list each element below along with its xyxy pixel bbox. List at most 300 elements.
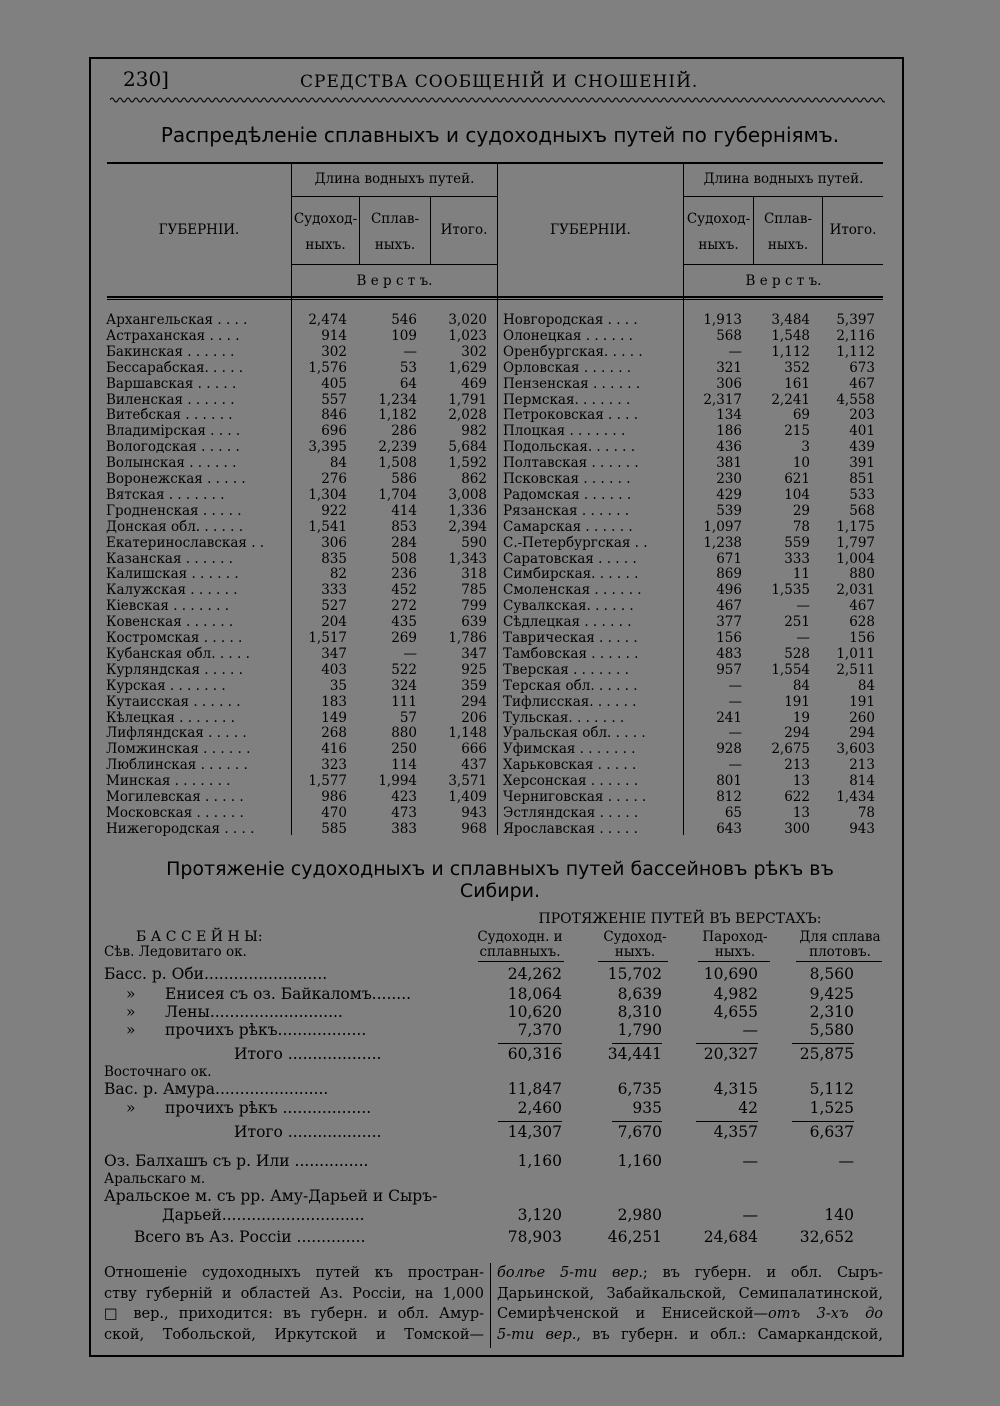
nav-value: —	[728, 343, 742, 360]
gov-name-right: Плоцкая . . . . . . .	[503, 423, 626, 440]
basin-value: 46,251	[607, 1228, 662, 1246]
gov-name-right: Харьковская . . . . .	[503, 757, 637, 774]
table1-title: Распредѣленіе сплавныхъ и судоходныхъ путей по губерніямъ.	[160, 123, 840, 147]
italic-run: отъ 3-хъ до	[768, 1306, 884, 1322]
raft-value: 294	[784, 725, 810, 742]
rule	[792, 1121, 854, 1122]
gov-name-left: Архангельская . . . .	[106, 312, 248, 328]
total-value: 1,175	[836, 518, 875, 535]
nav-value: 429	[716, 486, 742, 503]
total-value: 590	[461, 534, 487, 551]
raft-value: 1,704	[378, 486, 417, 503]
gov-name-right: Таврическая . . . . .	[503, 630, 638, 646]
nav-value: 204	[321, 614, 347, 631]
basin-value: 60,316	[507, 1045, 562, 1063]
gov-name-right: Тамбовская . . . . . .	[503, 645, 639, 662]
total-value: 862	[461, 471, 487, 487]
wavy-divider	[110, 96, 885, 104]
gov-name-left: Костромская . . . . .	[106, 630, 243, 646]
raft-value: 19	[792, 709, 810, 726]
basin-value: 32,652	[799, 1228, 854, 1246]
nav-value: 1,577	[308, 773, 347, 790]
nav-value: 186	[716, 423, 742, 440]
basin-value: —	[742, 1152, 758, 1170]
basin-row-label: Всего въ Аз. Россіи ..............	[134, 1228, 366, 1246]
basin-value: 11,847	[507, 1080, 562, 1098]
basin-value: 1,790	[617, 1021, 662, 1039]
nav-value: 1,097	[703, 518, 742, 535]
basin-value: 78,903	[507, 1228, 562, 1246]
gov-name-right: Сѣдлецкая . . . . . .	[503, 614, 632, 631]
raft-value: 1,112	[771, 343, 810, 360]
nav-value: 2,317	[703, 391, 742, 408]
raft-value: 473	[391, 804, 417, 821]
gov-name-right: Сувалкская. . . . . .	[503, 598, 634, 615]
nav-value: 812	[716, 789, 742, 805]
basin-value: 4,315	[713, 1080, 758, 1098]
col-header-group-right: Длина водныхъ путей.	[703, 171, 864, 187]
gov-name-left: Кубанская обл. . . . .	[106, 645, 250, 662]
basin-value: 10,620	[507, 1003, 562, 1021]
basin-value: 7,670	[617, 1123, 662, 1141]
nav-value: 268	[321, 725, 347, 742]
total-value: 673	[849, 359, 875, 376]
table1-top-rule	[107, 162, 883, 164]
total-value: 3,571	[448, 773, 487, 790]
basin-section-label: Сѣв. Ледовитаго ок.	[104, 944, 247, 960]
total-value: 347	[461, 645, 487, 662]
raft-value: 880	[391, 725, 417, 742]
table2-title	[100, 858, 900, 902]
nav-value: 914	[321, 327, 347, 344]
text-run: , въ губерн. и обл.: Самаркандской,	[576, 1326, 883, 1343]
nav-value: 333	[321, 582, 347, 599]
raft-value: 111	[391, 693, 417, 710]
rule	[107, 299, 883, 300]
total-value: 1,112	[836, 343, 875, 360]
col-header-raft-left: Сплав- ныхъ.	[370, 211, 420, 253]
raft-value: 452	[391, 582, 417, 599]
raft-value: 251	[784, 614, 810, 631]
gov-name-left: Виленская . . . . . .	[106, 391, 235, 408]
gov-name-right: Тульская. . . . . . .	[503, 709, 625, 726]
basin-value: 140	[824, 1206, 854, 1224]
table2-col-basin: Б А С С Е Й Н Ы:	[136, 929, 263, 945]
gov-name-right: Пермская. . . . . . .	[503, 391, 631, 408]
nav-value: 35	[329, 677, 347, 694]
nav-value: 2,474	[308, 312, 347, 328]
gov-name-left: Ломжинская . . . . . .	[106, 741, 251, 758]
raft-value: 1,508	[378, 455, 417, 472]
column-divider	[490, 1263, 491, 1348]
nav-value: 1,238	[703, 534, 742, 551]
running-title: СРЕДСТВА СООБЩЕНІЙ И СНОШЕНІЙ.	[300, 72, 699, 92]
nav-value: 156	[716, 630, 742, 646]
total-value: 1,791	[448, 391, 487, 408]
paragraph-left	[104, 1263, 484, 1345]
basin-value: 1,160	[517, 1152, 562, 1170]
total-value: 3,008	[448, 486, 487, 503]
nav-value: —	[728, 757, 742, 774]
unit-label-left: В е р с т ъ.	[356, 273, 433, 289]
basin-value: 9,425	[809, 985, 854, 1003]
basin-value: 2,980	[617, 1206, 662, 1224]
nav-value: —	[728, 693, 742, 710]
para-left-line1: Отношеніе судоходныхъ путей къ простран-	[104, 1265, 484, 1281]
nav-value: 3,395	[308, 439, 347, 456]
gov-name-right: Ярославская . . . . .	[503, 820, 638, 837]
nav-value: 1,304	[308, 486, 347, 503]
raft-value: 1,554	[771, 661, 810, 678]
gov-name-left: Витебская . . . . . .	[106, 407, 233, 424]
total-value: 2,031	[836, 582, 875, 599]
raft-value: 586	[391, 471, 417, 487]
bottom-rule	[89, 1355, 904, 1357]
basin-value: 15,702	[607, 965, 662, 983]
total-value: 2,511	[836, 661, 875, 678]
total-value: 156	[849, 630, 875, 646]
raft-value: 2,241	[771, 391, 810, 408]
total-value: 639	[461, 614, 487, 631]
total-value: 533	[849, 486, 875, 503]
gov-name-left: Астраханская . . . .	[106, 327, 240, 344]
total-value: 2,028	[448, 407, 487, 424]
raft-value: 383	[391, 820, 417, 837]
nav-value: —	[728, 677, 742, 694]
table1-header-bottom-rule	[107, 296, 883, 298]
raft-value: 528	[784, 645, 810, 662]
nav-value: 671	[716, 550, 742, 567]
total-value: 391	[849, 455, 875, 472]
total-value: 213	[849, 757, 875, 774]
raft-value: 114	[391, 757, 417, 774]
nav-value: 585	[321, 820, 347, 837]
para-right-line1	[497, 1263, 883, 1284]
nav-value: 846	[321, 407, 347, 424]
nav-value: 84	[329, 455, 347, 472]
total-value: 1,343	[448, 550, 487, 567]
raft-value: 559	[784, 534, 810, 551]
col-header-total-left: Итого.	[440, 222, 488, 238]
raft-value: —	[403, 343, 417, 360]
nav-value: 306	[321, 534, 347, 551]
basin-value: 8,310	[617, 1003, 662, 1021]
nav-value: 1,517	[308, 630, 347, 646]
raft-value: 13	[792, 773, 810, 790]
basin-row-label: » Енисея съ оз. Байкаломъ........	[126, 985, 412, 1003]
nav-value: 835	[321, 550, 347, 567]
col-header-group-left: Длина водныхъ путей.	[314, 171, 475, 187]
total-value: 294	[849, 725, 875, 742]
raft-value: 1,548	[771, 327, 810, 344]
nav-value: 405	[321, 375, 347, 392]
basin-section-label: Аральскаго м.	[104, 1171, 206, 1187]
table2-title-line1: Протяженіе судоходныхъ и сплавныхъ путей бассейновъ рѣкъ въ	[166, 858, 834, 880]
basin-value: 5,580	[809, 1021, 854, 1039]
para-right-line3	[497, 1304, 883, 1325]
gov-name-left: Екатеринославская . .	[106, 534, 265, 551]
raft-value: 1,994	[378, 773, 417, 790]
basin-value: 14,307	[507, 1123, 562, 1141]
total-value: 799	[461, 598, 487, 615]
raft-value: 104	[784, 486, 810, 503]
total-value: 206	[461, 709, 487, 726]
rule	[696, 1043, 758, 1044]
gov-name-left: Гродненская . . . . .	[106, 502, 242, 519]
rule	[292, 196, 497, 197]
raft-value: 13	[792, 804, 810, 821]
basin-row-label: Басс. р. Оби.........................	[104, 965, 328, 983]
raft-value: 284	[391, 534, 417, 551]
table2-title-line2: Сибири.	[459, 880, 541, 902]
total-value: 2,394	[448, 518, 487, 535]
raft-value: 236	[391, 566, 417, 583]
basin-row-label: Оз. Балхашъ съ р. Или ...............	[104, 1152, 369, 1170]
gov-name-left: Владимірская . . . .	[106, 423, 241, 440]
table2-col-steam: Пароход- ныхъ.	[702, 929, 768, 960]
basin-value: 2,460	[517, 1099, 562, 1117]
basin-value: 34,441	[607, 1045, 662, 1063]
total-value: 1,592	[448, 455, 487, 472]
total-value: 4,558	[836, 391, 875, 408]
raft-value: 1,234	[378, 391, 417, 408]
total-value: 785	[461, 582, 487, 599]
total-value: 943	[849, 820, 875, 837]
gov-name-right: Уральская обл. . . . .	[503, 725, 646, 742]
col-header-gov-right: ГУБЕРНІИ.	[550, 222, 631, 238]
table2-col-total: Судоходн. и сплавныхъ.	[477, 929, 563, 960]
total-value: 469	[461, 375, 487, 392]
nav-value: 801	[716, 773, 742, 790]
para-left-line2: ству губерній и областей Аз. Россіи, на 1,000	[104, 1285, 484, 1302]
basin-value: 25,875	[799, 1045, 854, 1063]
rule	[292, 264, 497, 265]
nav-value: 928	[716, 741, 742, 758]
gov-name-left: Казанская . . . . . .	[106, 550, 233, 567]
basin-value: 4,655	[713, 1003, 758, 1021]
table2-group-header: ПРОТЯЖЕНІЕ ПУТЕЙ ВЪ ВЕРСТАХЪ:	[538, 911, 822, 927]
total-value: 982	[461, 423, 487, 440]
total-value: 3,603	[836, 741, 875, 758]
total-value: 401	[849, 423, 875, 440]
basin-value: 4,357	[713, 1123, 758, 1141]
raft-value: 69	[792, 407, 810, 424]
raft-value: 161	[784, 375, 810, 392]
rule	[696, 1121, 758, 1122]
rule	[498, 1043, 562, 1044]
raft-value: —	[796, 598, 810, 615]
gov-name-right: Эстляндская . . . . .	[503, 804, 639, 821]
raft-value: 3	[801, 439, 810, 456]
nav-value: 323	[321, 757, 347, 774]
page-number: 230]	[123, 67, 169, 91]
raft-value: 1,182	[378, 407, 417, 424]
basin-value: —	[742, 1206, 758, 1224]
nav-value: 347	[321, 645, 347, 662]
para-left-line4: ской, Тобольской, Иркутской и Томской—	[104, 1326, 484, 1343]
gov-name-right: Симбирская. . . . . .	[503, 566, 639, 583]
raft-value: 10	[792, 455, 810, 472]
basin-row-label: » прочихъ рѣкъ ..................	[126, 1099, 372, 1117]
raft-value: 546	[391, 312, 417, 328]
total-value: 1,786	[448, 630, 487, 646]
nav-value: 1,913	[703, 312, 742, 328]
total-value: 294	[461, 693, 487, 710]
raft-value: 57	[399, 709, 417, 726]
nav-value: 381	[716, 455, 742, 472]
gov-name-right: Тифлисская. . . . . .	[503, 693, 637, 710]
gov-name-left: Вятская . . . . . . .	[106, 486, 225, 503]
total-value: 1,409	[448, 789, 487, 805]
gov-name-left: Калишская . . . . . .	[106, 566, 239, 583]
total-value: 78	[857, 804, 875, 821]
raft-value: 333	[784, 550, 810, 567]
rule	[684, 196, 883, 197]
gov-name-left: Варшавская . . . . .	[106, 375, 237, 392]
total-value: 1,336	[448, 502, 487, 519]
total-value: 880	[849, 566, 875, 583]
nav-value: 539	[716, 502, 742, 519]
raft-value: 213	[784, 757, 810, 774]
nav-value: 302	[321, 343, 347, 360]
total-value: 467	[849, 375, 875, 392]
gov-name-right: Саратовская . . . . .	[503, 550, 637, 567]
total-value: 666	[461, 741, 487, 758]
nav-value: 82	[329, 566, 347, 583]
nav-value: 483	[716, 645, 742, 662]
nav-value: 241	[716, 709, 742, 726]
raft-value: 300	[784, 820, 810, 837]
nav-value: 65	[724, 804, 742, 821]
total-value: 439	[849, 439, 875, 456]
basin-value: 3,120	[517, 1206, 562, 1224]
gov-name-right: Радомская . . . . . .	[503, 486, 632, 503]
gov-name-left: Могилевская . . . . .	[106, 789, 244, 805]
raft-value: —	[796, 630, 810, 646]
col-header-total-right: Итого.	[829, 222, 877, 238]
basin-value: —	[742, 1021, 758, 1039]
basin-value: 6,637	[809, 1123, 854, 1141]
total-value: 5,397	[836, 312, 875, 328]
basin-value: 2,310	[809, 1003, 854, 1021]
gov-name-right: Новгородская . . . .	[503, 312, 638, 328]
para-left-line3: □ вер., приходится: въ губерн. и обл. Амур-	[104, 1306, 484, 1322]
gov-name-left: Нижегородская . . . .	[106, 820, 255, 837]
gov-name-right: Смоленская . . . . . .	[503, 582, 642, 599]
para-right-line4	[497, 1325, 883, 1346]
col-header-nav-left: Судоход- ныхъ.	[293, 211, 358, 253]
rule	[792, 1043, 854, 1044]
raft-value: 191	[784, 693, 810, 710]
gov-name-right: Псковская . . . . . .	[503, 471, 631, 487]
nav-value: 922	[321, 502, 347, 519]
rule	[796, 961, 882, 962]
rule	[598, 961, 668, 962]
gov-name-left: Кіевская . . . . . . .	[106, 598, 229, 615]
basin-value: 1,525	[809, 1099, 854, 1117]
gov-name-left: Ковенская . . . . . .	[106, 614, 234, 631]
nav-value: —	[728, 725, 742, 742]
gov-name-left: Люблинская . . . . . .	[106, 757, 248, 774]
total-value: 1,011	[836, 645, 875, 662]
basin-value: 10,690	[703, 965, 758, 983]
gov-name-left: Московская . . . . . .	[106, 804, 244, 821]
gov-name-right: Терская обл. . . . . .	[503, 677, 638, 694]
total-value: 1,148	[448, 725, 487, 742]
total-value: 814	[849, 773, 875, 790]
total-value: 318	[461, 566, 487, 583]
basin-row-label: Вас. р. Амура.......................	[104, 1080, 329, 1098]
basin-row-label: Итого ...................	[234, 1045, 382, 1063]
nav-value: 696	[321, 423, 347, 440]
rule	[684, 264, 883, 265]
basin-row-label: » Лены...........................	[126, 1003, 343, 1021]
total-value: 925	[461, 661, 487, 678]
nav-value: 149	[321, 709, 347, 726]
gov-name-right: Орловская . . . . . .	[503, 359, 632, 376]
nav-value: 643	[716, 820, 742, 837]
gov-name-right: Херсонская . . . . . .	[503, 773, 638, 790]
gov-name-left: Курская . . . . . . .	[106, 677, 226, 694]
unit-label-right: В е р с т ъ.	[745, 273, 822, 289]
basin-row-label: Дарьей.............................	[162, 1206, 365, 1224]
raft-value: —	[403, 645, 417, 662]
raft-value: 109	[391, 327, 417, 344]
col-header-raft-right: Сплав- ныхъ.	[763, 211, 813, 253]
total-value: 467	[849, 598, 875, 615]
nav-value: 416	[321, 741, 347, 758]
gov-name-right: Уфимская . . . . . . .	[503, 741, 636, 758]
gov-name-left: Кутаисская . . . . . .	[106, 693, 241, 710]
total-value: 851	[849, 471, 875, 487]
table2-col-raft: Для сплава плотовъ.	[799, 929, 881, 960]
italic-run: болѣе 5-ти вер.	[497, 1265, 643, 1281]
gov-name-left: Калужская . . . . . .	[106, 582, 238, 599]
gov-name-right: Рязанская . . . . . .	[503, 502, 630, 519]
nav-value: 470	[321, 804, 347, 821]
gov-name-left: Минская . . . . . . .	[106, 773, 231, 790]
basin-value: 42	[738, 1099, 758, 1117]
nav-value: 377	[716, 614, 742, 631]
italic-run: 5-ти вер.	[497, 1326, 577, 1343]
gov-name-right: Самарская . . . . . .	[503, 518, 633, 535]
basin-row-label: » прочихъ рѣкъ..................	[126, 1021, 367, 1039]
nav-value: 1,541	[308, 518, 347, 535]
gov-name-right: Олонецкая . . . . . .	[503, 327, 633, 344]
raft-value: 286	[391, 423, 417, 440]
gov-name-right: Полтавская . . . . . .	[503, 455, 639, 472]
raft-value: 250	[391, 741, 417, 758]
gov-name-right: С.-Петербургская . .	[503, 534, 648, 551]
raft-value: 29	[792, 502, 810, 519]
basin-value: 7,370	[517, 1021, 562, 1039]
basin-value: 6,735	[617, 1080, 662, 1098]
raft-value: 78	[792, 518, 810, 535]
total-value: 191	[849, 693, 875, 710]
total-value: 1,023	[448, 327, 487, 344]
total-value: 260	[849, 709, 875, 726]
nav-value: 467	[716, 598, 742, 615]
gov-name-right: Тверская . . . . . . .	[503, 661, 629, 678]
raft-value: 352	[784, 359, 810, 376]
gov-name-right: Черниговская . . . . .	[503, 789, 647, 805]
raft-value: 2,239	[378, 439, 417, 456]
total-value: 568	[849, 502, 875, 519]
nav-value: 496	[716, 582, 742, 599]
basin-value: 1,160	[617, 1152, 662, 1170]
total-value: 1,004	[836, 550, 875, 567]
raft-value: 435	[391, 614, 417, 631]
